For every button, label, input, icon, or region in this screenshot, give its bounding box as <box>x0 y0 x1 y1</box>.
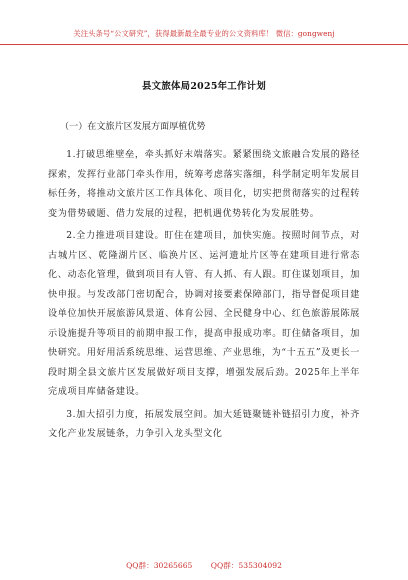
qq-group-2: QQ群：535304092 <box>210 561 282 570</box>
promo-banner-text: 关注头条号“公文研究”，获得最新最全最专业的公文资料库！ 微信：gongwenj <box>73 29 335 38</box>
header-divider <box>0 44 408 45</box>
section-heading: （一）在文旅片区发展方面厚植优势 <box>60 122 206 132</box>
document-body <box>48 78 360 448</box>
paragraph-3: 3.加大招引力度，拓展发展空间。加大延链聚链补链招引力度，补齐文化产业发展链条，力争引入龙头型文化 <box>48 409 360 439</box>
document-title: 县文旅体局2025年工作计划 <box>141 81 267 92</box>
qq-group-1: QQ群：30265665 <box>126 561 193 570</box>
paragraph-2: 2.全力推进项目建设。盯住在建项目，加快实施。按照时间节点，对古城片区、乾隆湖片区、临涣片区、运河遗址片区等在建项目进行常态化、动态化管理，做到项目有人管、有人抓、有人跟。盯住谋划项目，加快申报。与发改部门密切配合，协调对接要素保障部门，指导督促项目建设单位加快开展旅游风景道、体育公园、全民健身中心、红色旅游展陈展示设施提升等项目的前期申报工作，提高申报成功率。盯住储备项目，加快研究。用好用活系统思维、运营思维、产业思维，为“十五五”及更长一段时期全县文旅片区发展做好项目支撑，增强发展后劲。2025年上半年完成项目库储备建设。 <box>48 231 360 397</box>
paragraph-1: 1.打破思维壁垒，牵头抓好末端落实。紧紧围绕文旅融合发展的路径探索，发挥行业部门牵头作用，统筹考虑落实落细，科学制定明年发展目标任务，将推动文旅片区工作具体化、项目化，切实把贯彻落实的过程转变为借势破题、借力发展的过程，把机遇优势转化为发展胜势。 <box>48 150 360 219</box>
top-banner-area <box>0 0 408 38</box>
footer-banner <box>0 560 408 571</box>
